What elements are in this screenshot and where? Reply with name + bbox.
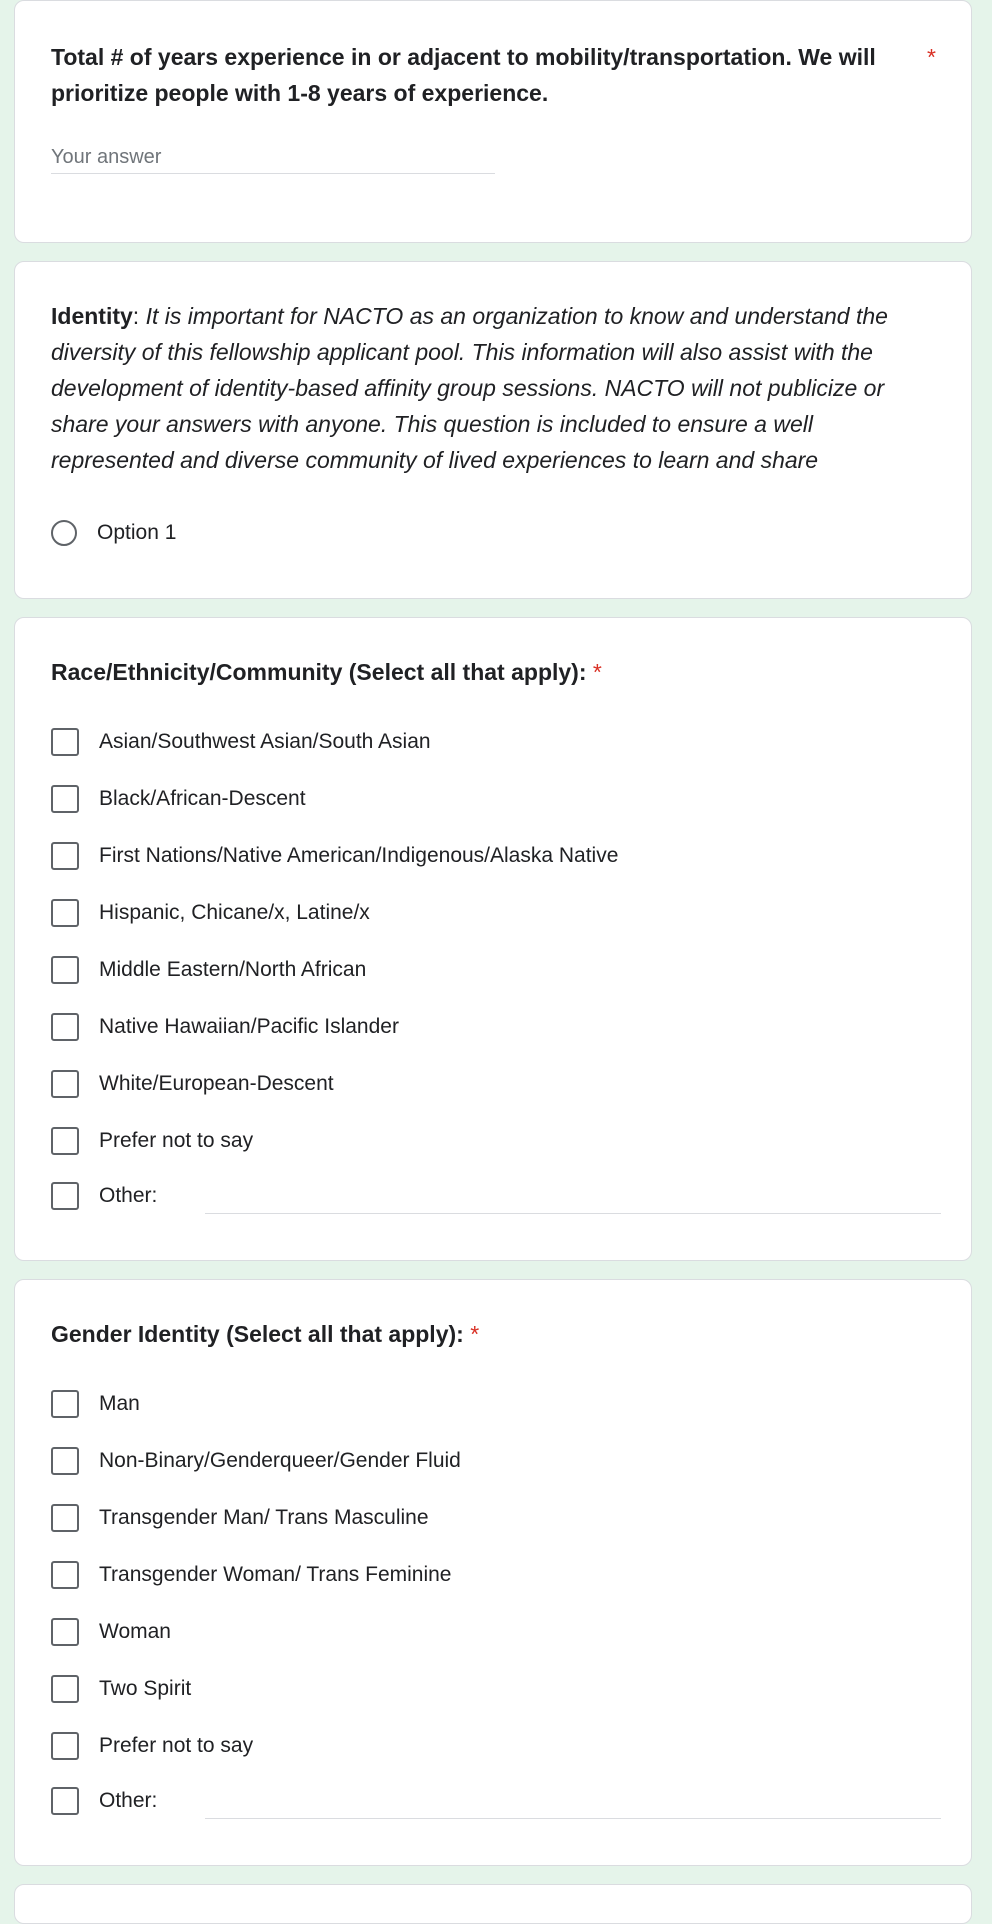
question-card-next: [14, 1884, 972, 1924]
checkbox[interactable]: [51, 1070, 79, 1098]
question-card-years-experience: [14, 0, 972, 243]
checkbox[interactable]: [51, 1787, 79, 1815]
checkbox-option[interactable]: [51, 783, 306, 815]
checkbox-option[interactable]: [51, 1125, 253, 1157]
option-label: Native Hawaiian/Pacific Islander: [99, 1015, 399, 1038]
checkbox-option[interactable]: [51, 840, 618, 872]
checkbox-option[interactable]: [51, 1502, 429, 1534]
checkbox[interactable]: [51, 1732, 79, 1760]
option-label: Transgender Woman/ Trans Feminine: [99, 1563, 452, 1586]
other-text-field[interactable]: [205, 1818, 941, 1819]
required-asterisk: *: [470, 1321, 480, 1347]
option-label: First Nations/Native American/Indigenous/Alaska Native: [99, 844, 619, 867]
years-experience-input[interactable]: [51, 141, 495, 174]
checkbox-option[interactable]: [51, 1730, 253, 1762]
checkbox[interactable]: [51, 1182, 79, 1210]
checkbox[interactable]: [51, 1127, 79, 1155]
identity-description: Identity: It is important for NACTO as an organization to know and understand the diversity of this fellowship applicant pool. This information will also assist with the development of identity-based affinity group sessions. NACTO will not publicize or share your answers with anyone. This question is included to ensure a well represented and diverse community of lived experiences to learn and share: [51, 303, 888, 473]
checkbox-option[interactable]: [51, 726, 431, 758]
option-label: Black/African-Descent: [99, 787, 306, 810]
checkbox[interactable]: [51, 956, 79, 984]
option-label: Prefer not to say: [99, 1129, 254, 1152]
checkbox[interactable]: [51, 1618, 79, 1646]
checkbox-option[interactable]: [51, 1616, 171, 1648]
option-label: Hispanic, Chicane/x, Latine/x: [99, 901, 370, 924]
option-label: Option 1: [97, 521, 177, 544]
other-label: Other:: [99, 1789, 158, 1812]
option-label: Woman: [99, 1620, 171, 1643]
option-label: Transgender Man/ Trans Masculine: [99, 1506, 429, 1529]
option-label: Two Spirit: [99, 1677, 192, 1700]
option-label: White/European-Descent: [99, 1072, 334, 1095]
checkbox[interactable]: [51, 1390, 79, 1418]
checkbox[interactable]: [51, 1504, 79, 1532]
other-text-field[interactable]: [205, 1213, 941, 1214]
question-card-race-ethnicity: [14, 617, 972, 1261]
checkbox-option[interactable]: [51, 897, 370, 929]
checkbox[interactable]: [51, 1561, 79, 1589]
radio-button[interactable]: [51, 520, 77, 546]
other-label: Other:: [99, 1184, 158, 1207]
question-title: Total # of years experience in or adjacent to mobility/transportation. We will prioritize people with 1-8 years of experience.: [51, 44, 876, 106]
identity-description-text: It is important for NACTO as an organization to know and understand the diversity of this fellowship applicant pool. This information will also assist with the development of identity-based affinity group sessions. NACTO will not publicize or share your answers with anyone. This question is included to ensure a well represented and diverse community of lived experiences to learn and share: [51, 303, 888, 473]
checkbox[interactable]: [51, 1447, 79, 1475]
checkbox-option[interactable]: [51, 1388, 140, 1420]
identity-title: Identity: [51, 303, 133, 329]
checkbox-option-other[interactable]: [51, 1785, 157, 1817]
question-title: Race/Ethnicity/Community (Select all that apply): *: [51, 659, 602, 685]
option-label: Middle Eastern/North African: [99, 958, 367, 981]
checkbox[interactable]: [51, 1013, 79, 1041]
checkbox-option[interactable]: [51, 954, 366, 986]
option-label: Prefer not to say: [99, 1734, 254, 1757]
checkbox-option[interactable]: [51, 1445, 461, 1477]
radio-option[interactable]: [51, 517, 176, 549]
required-asterisk: *: [927, 44, 936, 70]
option-label: Non-Binary/Genderqueer/Gender Fluid: [99, 1449, 461, 1472]
option-label: Asian/Southwest Asian/South Asian: [99, 730, 431, 753]
question-card-gender-identity: [14, 1279, 972, 1866]
checkbox[interactable]: [51, 899, 79, 927]
checkbox-option-other[interactable]: [51, 1180, 157, 1212]
checkbox-option[interactable]: [51, 1673, 191, 1705]
checkbox-option[interactable]: [51, 1559, 452, 1591]
checkbox[interactable]: [51, 728, 79, 756]
checkbox-option[interactable]: [51, 1068, 334, 1100]
option-label: Man: [99, 1392, 140, 1415]
question-title: Gender Identity (Select all that apply): *: [51, 1321, 480, 1347]
checkbox[interactable]: [51, 785, 79, 813]
checkbox[interactable]: [51, 842, 79, 870]
checkbox[interactable]: [51, 1675, 79, 1703]
required-asterisk: *: [592, 659, 602, 685]
question-card-identity: [14, 261, 972, 599]
checkbox-option[interactable]: [51, 1011, 399, 1043]
